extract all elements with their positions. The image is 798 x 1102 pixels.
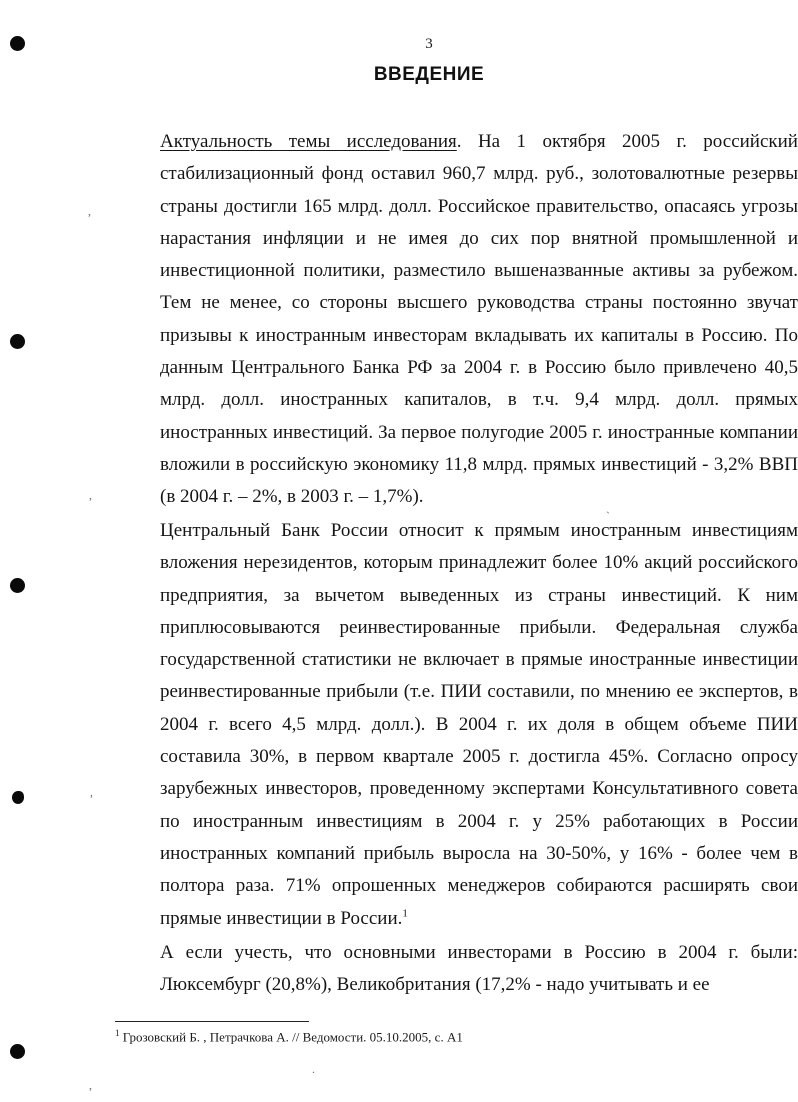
paragraph-text: Центральный Банк России относит к прямым иностранным инвестициям вложения нерезидентов, которым принадлежит более 10% акций российского предприятия, за вычетом выведенных из страны инвестиций. К ним приплюсовываются реинвестированные прибыли. Федеральная служба государственной статистики не включает в прямые иностранные инвестиции реинвестированные прибыли (т.е. ПИИ составили, по мнению ее экспертов, в 2004 г. всего 4,5 млрд. долл.). В 2004 г. их доля в общем объеме ПИИ составила 30%, в первом квартале 2005 г. достигла 45%. Согласно опросу зарубежных инвесторов, проведенному экспертами Консультативного совета по иностранным инвестициям в 2004 г. у 25% работающих в России иностранных компаний прибыль выросла на 30-50%, у 16% - более чем в полтора раза. 71% опрошенных менеджеров собираются расширять свои прямые инвестиции в России. xyxy=(160,520,798,929)
scan-speck: , xyxy=(89,488,92,502)
paragraph-central-bank xyxy=(115,515,798,935)
footnote-reference: 1 xyxy=(402,907,408,920)
footnote xyxy=(115,1028,755,1045)
scan-speck: , xyxy=(90,785,93,799)
footnote-divider xyxy=(115,1021,309,1022)
paragraph-text: . На 1 октября 2005 г. российский стабилизационный фонд оставил 960,7 млрд. руб., золотовалютные резервы страны достигли 165 млрд. долл. Российское правительство, опасаясь угрозы нарастания инфляции и не имея до сих пор внятной промышленной и инвестиционной политики, разместило вышеназванные активы за рубежом. Тем не менее, со стороны высшего руководства страны постоянно звучат призывы к иностранным инвесторам вкладывать их капиталы в Россию. По данным Центрального Банка РФ за 2004 г. в Россию было привлечено 40,5 млрд. долл. иностранных капиталов, в т.ч. 9,4 млрд. долл. прямых иностранных инвестиций. За первое полугодие 2005 г. иностранные компании вложили в российскую экономику 11,8 млрд. прямых инвестиций - 3,2% ВВП (в 2004 г. – 2%, в 2003 г. – 1,7%). xyxy=(160,131,798,508)
footnote-mark: 1 xyxy=(115,1028,120,1038)
scan-speck: ˎ xyxy=(606,500,610,514)
page-number: 3 xyxy=(425,36,433,52)
scan-speck: . xyxy=(312,1062,315,1076)
scan-speck: , xyxy=(88,204,91,218)
footnote-text: Грозовский Б. , Петрачкова А. // Ведомости. 05.10.2005, с. А1 xyxy=(122,1029,463,1045)
paragraph-investors xyxy=(115,937,798,1002)
paragraph-relevance xyxy=(115,126,798,514)
paragraph-text: А если учесть, что основными инвесторами в Россию в 2004 г. были: Люксембург (20,8%), Великобритания (17,2% - надо учитывать и ее xyxy=(160,942,798,996)
binding-hole-mark xyxy=(10,1044,25,1059)
binding-hole-mark xyxy=(12,791,24,804)
scan-speck: , xyxy=(89,1078,92,1092)
binding-hole-mark xyxy=(10,578,25,593)
binding-hole-mark xyxy=(10,334,25,349)
page-title: ВВЕДЕНИЕ xyxy=(373,64,485,85)
section-lead: Актуальность темы исследования xyxy=(160,131,457,152)
